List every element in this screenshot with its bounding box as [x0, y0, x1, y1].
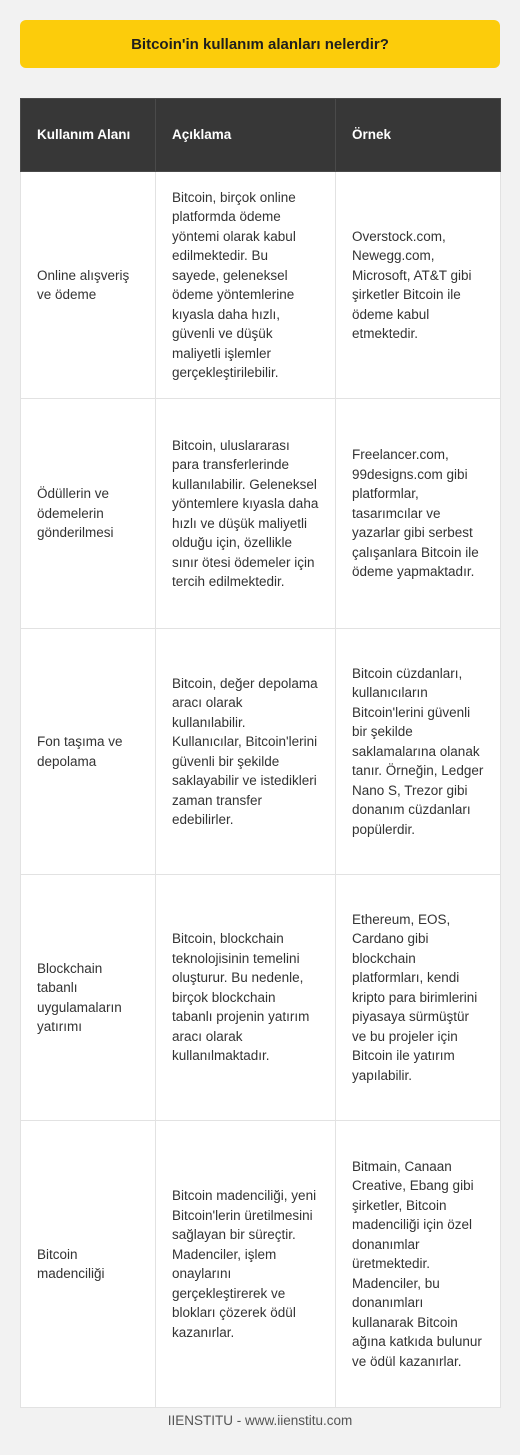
table-row: [21, 1121, 501, 1408]
example-cell: Freelancer.com, 99designs.com gibi platformlar, tasarımcılar ve yazarlar gibi serbest çalışanlara Bitcoin ile ödeme yapmaktadır.: [336, 399, 501, 629]
example-cell: Bitmain, Canaan Creative, Ebang gibi şirketler, Bitcoin madenciliği için özel donanımlar üretmektedir. Madenciler, bu donanımları kullanarak Bitcoin ağına katkıda bulunur ve ödül kazanırlar.: [336, 1121, 501, 1408]
footer-credit: IIENSTITU - www.iienstitu.com: [167, 1413, 353, 1428]
usage-area-cell: Online alışveriş ve ödeme: [21, 172, 156, 399]
table-row: [21, 875, 501, 1121]
table-row: [21, 629, 501, 875]
example-cell: Bitcoin cüzdanları, kullanıcıların Bitcoin'lerini güvenli bir şekilde saklamalarına olanak tanır. Örneğin, Ledger Nano S, Trezor gibi donanım cüzdanları popülerdir.: [336, 629, 501, 875]
description-cell: Bitcoin, uluslararası para transferlerinde kullanılabilir. Geleneksel yöntemlere kıyasla daha hızlı ve düşük maliyetli olduğu için, özellikle sınır ötesi ödemeler için tercih edilmektedir.: [156, 399, 336, 629]
header-usage-area: Kullanım Alanı: [21, 99, 156, 172]
description-cell: Bitcoin, birçok online platformda ödeme yöntemi olarak kabul edilmektedir. Bu sayede, geleneksel ödeme yöntemlerine kıyasla daha hızlı, güvenli ve düşük maliyetli işlemler gerçekleştirilebilir.: [156, 172, 336, 399]
description-cell: Bitcoin madenciliği, yeni Bitcoin'lerin üretilmesini sağlayan bir süreçtir. Madenciler, işlem onaylarını gerçekleştirerek ve blokları çözerek ödül kazanırlar.: [156, 1121, 336, 1408]
description-cell: Bitcoin, değer depolama aracı olarak kullanılabilir. Kullanıcılar, Bitcoin'lerini güvenli bir şekilde saklayabilir ve istedikleri zaman transfer edebilirler.: [156, 629, 336, 875]
usage-area-cell: Fon taşıma ve depolama: [21, 629, 156, 875]
title-banner: [20, 20, 500, 68]
header-example: Örnek: [336, 99, 501, 172]
example-cell: Overstock.com, Newegg.com, Microsoft, AT&T gibi şirketler Bitcoin ile ödeme kabul etmektedir.: [336, 172, 501, 399]
usage-area-cell: Blockchain tabanlı uygulamaların yatırımı: [21, 875, 156, 1121]
description-cell: Bitcoin, blockchain teknolojisinin temelini oluşturur. Bu nedenle, birçok blockchain tabanlı projenin yatırım aracı olarak kullanılmaktadır.: [156, 875, 336, 1121]
usage-area-cell: Bitcoin madenciliği: [21, 1121, 156, 1408]
page-title: Bitcoin'in kullanım alanları nelerdir?: [131, 35, 389, 53]
usage-area-cell: Ödüllerin ve ödemelerin gönderilmesi: [21, 399, 156, 629]
header-description: Açıklama: [156, 99, 336, 172]
table-row: [21, 399, 501, 629]
table-row: [21, 172, 501, 399]
table-header-row: [21, 99, 501, 172]
example-cell: Ethereum, EOS, Cardano gibi blockchain platformları, kendi kripto para birimlerini piyasaya sürmüştür ve bu projeler için Bitcoin ile yatırım yapılabilir.: [336, 875, 501, 1121]
usage-table: [20, 98, 501, 1408]
